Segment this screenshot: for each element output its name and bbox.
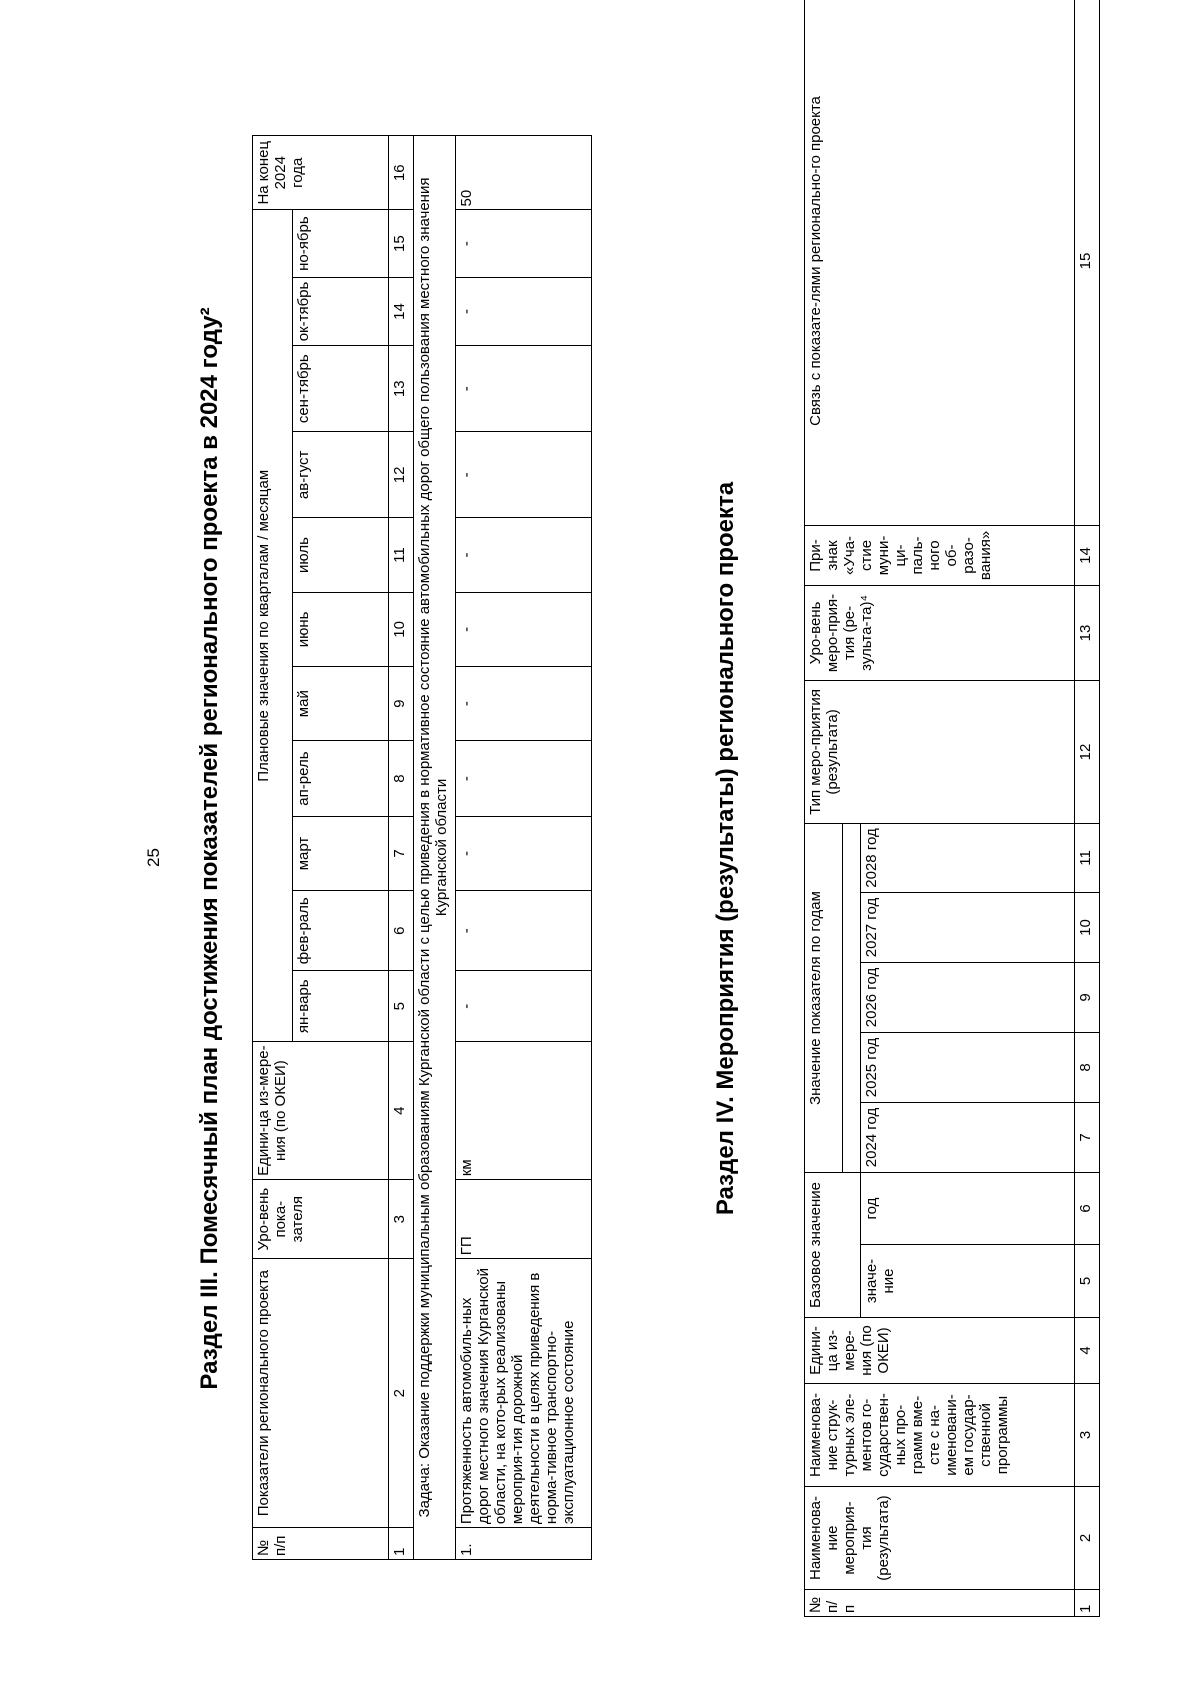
col-number: 11 bbox=[389, 518, 414, 592]
row-month-value: - bbox=[456, 891, 592, 971]
col-number: 1 bbox=[1075, 1590, 1100, 1617]
header-base-year: год bbox=[861, 1173, 1075, 1245]
header-month: но-ябрь bbox=[293, 210, 389, 277]
row-level: ГП bbox=[456, 1180, 592, 1259]
col-number: 5 bbox=[1075, 1245, 1100, 1318]
col-number: 6 bbox=[1075, 1173, 1100, 1245]
col-number: 12 bbox=[389, 432, 414, 518]
header-month: сен-тябрь bbox=[293, 346, 389, 432]
col-number: 15 bbox=[1075, 0, 1100, 525]
col-number: 16 bbox=[389, 136, 414, 210]
row-no: 1. bbox=[456, 1528, 592, 1560]
header-end-year: На конец 2024 года bbox=[253, 136, 389, 210]
row-month-value: - bbox=[456, 432, 592, 518]
header-no: № п/п bbox=[253, 1528, 389, 1560]
row-month-value: - bbox=[456, 210, 592, 277]
col-number: 14 bbox=[1075, 525, 1100, 585]
col-number: 7 bbox=[1075, 1103, 1100, 1173]
header-year: 2027 год bbox=[861, 893, 1075, 963]
col-number: 9 bbox=[1075, 963, 1100, 1033]
col-number: 3 bbox=[389, 1180, 414, 1259]
col-number: 7 bbox=[389, 816, 414, 890]
section4-title: Раздел IV. Мероприятия (результаты) регионального проекта bbox=[712, 481, 739, 1216]
header-month: ян-варь bbox=[293, 971, 389, 1042]
row-month-value: - bbox=[456, 592, 592, 666]
row-month-value: - bbox=[456, 518, 592, 592]
row-month-value: - bbox=[456, 277, 592, 345]
header-month: ап-рель bbox=[293, 741, 389, 817]
col-number: 5 bbox=[389, 971, 414, 1042]
row-name: Протяженность автомобиль-ных дорог местного значения Курганской области, на кото-рых реализованы мероприя-тия дорожной деятельности в целях приведения в норма-тивное транспортно-эксплуатационное состояние bbox=[456, 1259, 592, 1528]
page-number: 25 bbox=[144, 848, 163, 867]
header-sign: При-знак «Уча-стие муни-ци-паль-ного об-разо-вания» bbox=[805, 525, 1075, 585]
header-month: март bbox=[293, 816, 389, 890]
col-number: 1 bbox=[389, 1528, 414, 1560]
header-years-spacer bbox=[843, 823, 861, 1172]
header-level: Уро-вень пока-зателя bbox=[253, 1180, 389, 1259]
col-number: 2 bbox=[1075, 1487, 1100, 1590]
col-number: 15 bbox=[389, 210, 414, 277]
header-month: ав-густ bbox=[293, 432, 389, 518]
header-no: № п/п bbox=[805, 1590, 1075, 1617]
header-unit: Едини-ца из-мере-ния (по ОКЕИ) bbox=[805, 1318, 1075, 1384]
col-number: 12 bbox=[1075, 680, 1100, 823]
header-plan: Плановые значения по кварталам / месяцам bbox=[253, 210, 293, 1042]
col-number: 13 bbox=[1075, 585, 1100, 680]
col-number: 14 bbox=[389, 277, 414, 345]
header-name: Наименова-ние мероприя-тия (результата) bbox=[805, 1487, 1075, 1590]
header-month: ок-тябрь bbox=[293, 277, 389, 345]
header-base-value: значе-ние bbox=[861, 1245, 1075, 1318]
col-number: 10 bbox=[1075, 893, 1100, 963]
section4-table bbox=[804, 0, 1100, 1617]
task-row: Задача: Оказание поддержки муниципальным образованиям Курганской области с целью приведения в нормативное состояние автомобильных дорог общего пользования местного значения Курганской области bbox=[414, 136, 456, 1560]
row-month-value: - bbox=[456, 816, 592, 890]
row-month-value: - bbox=[456, 971, 592, 1042]
header-month: июнь bbox=[293, 592, 389, 666]
row-unit: км bbox=[456, 1042, 592, 1180]
row-end-value: 50 bbox=[456, 136, 592, 210]
header-year: 2026 год bbox=[861, 963, 1075, 1033]
col-number: 8 bbox=[389, 741, 414, 817]
header-month: июль bbox=[293, 518, 389, 592]
header-structural-elements: Наименова-ние струк-турных эле-ментов го-сударствен-ных про-грамм вме-сте с на-именовани-ем государ-ственной программы bbox=[805, 1384, 1075, 1487]
col-number: 4 bbox=[1075, 1318, 1100, 1384]
header-unit: Едини-ца из-мере-ния (по ОКЕИ) bbox=[253, 1042, 389, 1180]
col-number: 11 bbox=[1075, 823, 1100, 892]
header-month: май bbox=[293, 667, 389, 741]
col-number: 13 bbox=[389, 346, 414, 432]
header-base: Базовое значение bbox=[805, 1173, 861, 1318]
header-year: 2025 год bbox=[861, 1033, 1075, 1103]
header-year: 2028 год bbox=[861, 823, 1075, 892]
row-month-value: - bbox=[456, 346, 592, 432]
header-year: 2024 год bbox=[861, 1103, 1075, 1173]
table-row bbox=[456, 136, 592, 1560]
header-level: Уро-вень меро-прия-тия (ре-зульта-та)⁴ bbox=[805, 585, 1075, 680]
header-link: Связь с показате-лями регионально-го проекта bbox=[805, 0, 1075, 525]
col-number: 6 bbox=[389, 891, 414, 971]
header-values-by-year: Значение показателя по годам bbox=[805, 823, 843, 1172]
section3-table bbox=[252, 135, 592, 1560]
col-number: 3 bbox=[1075, 1384, 1100, 1487]
header-type: Тип меро-приятия (результата) bbox=[805, 680, 1075, 823]
col-number: 2 bbox=[389, 1259, 414, 1528]
col-number: 9 bbox=[389, 667, 414, 741]
header-month: фев-раль bbox=[293, 891, 389, 971]
row-month-value: - bbox=[456, 741, 592, 817]
section3-title: Раздел III. Помесячный план достижения показателей регионального проекта в 2024 году² bbox=[196, 307, 223, 1390]
col-number: 10 bbox=[389, 592, 414, 666]
col-number: 4 bbox=[389, 1042, 414, 1180]
row-month-value: - bbox=[456, 667, 592, 741]
header-indicator: Показатели регионального проекта bbox=[253, 1259, 389, 1528]
col-number: 8 bbox=[1075, 1033, 1100, 1103]
